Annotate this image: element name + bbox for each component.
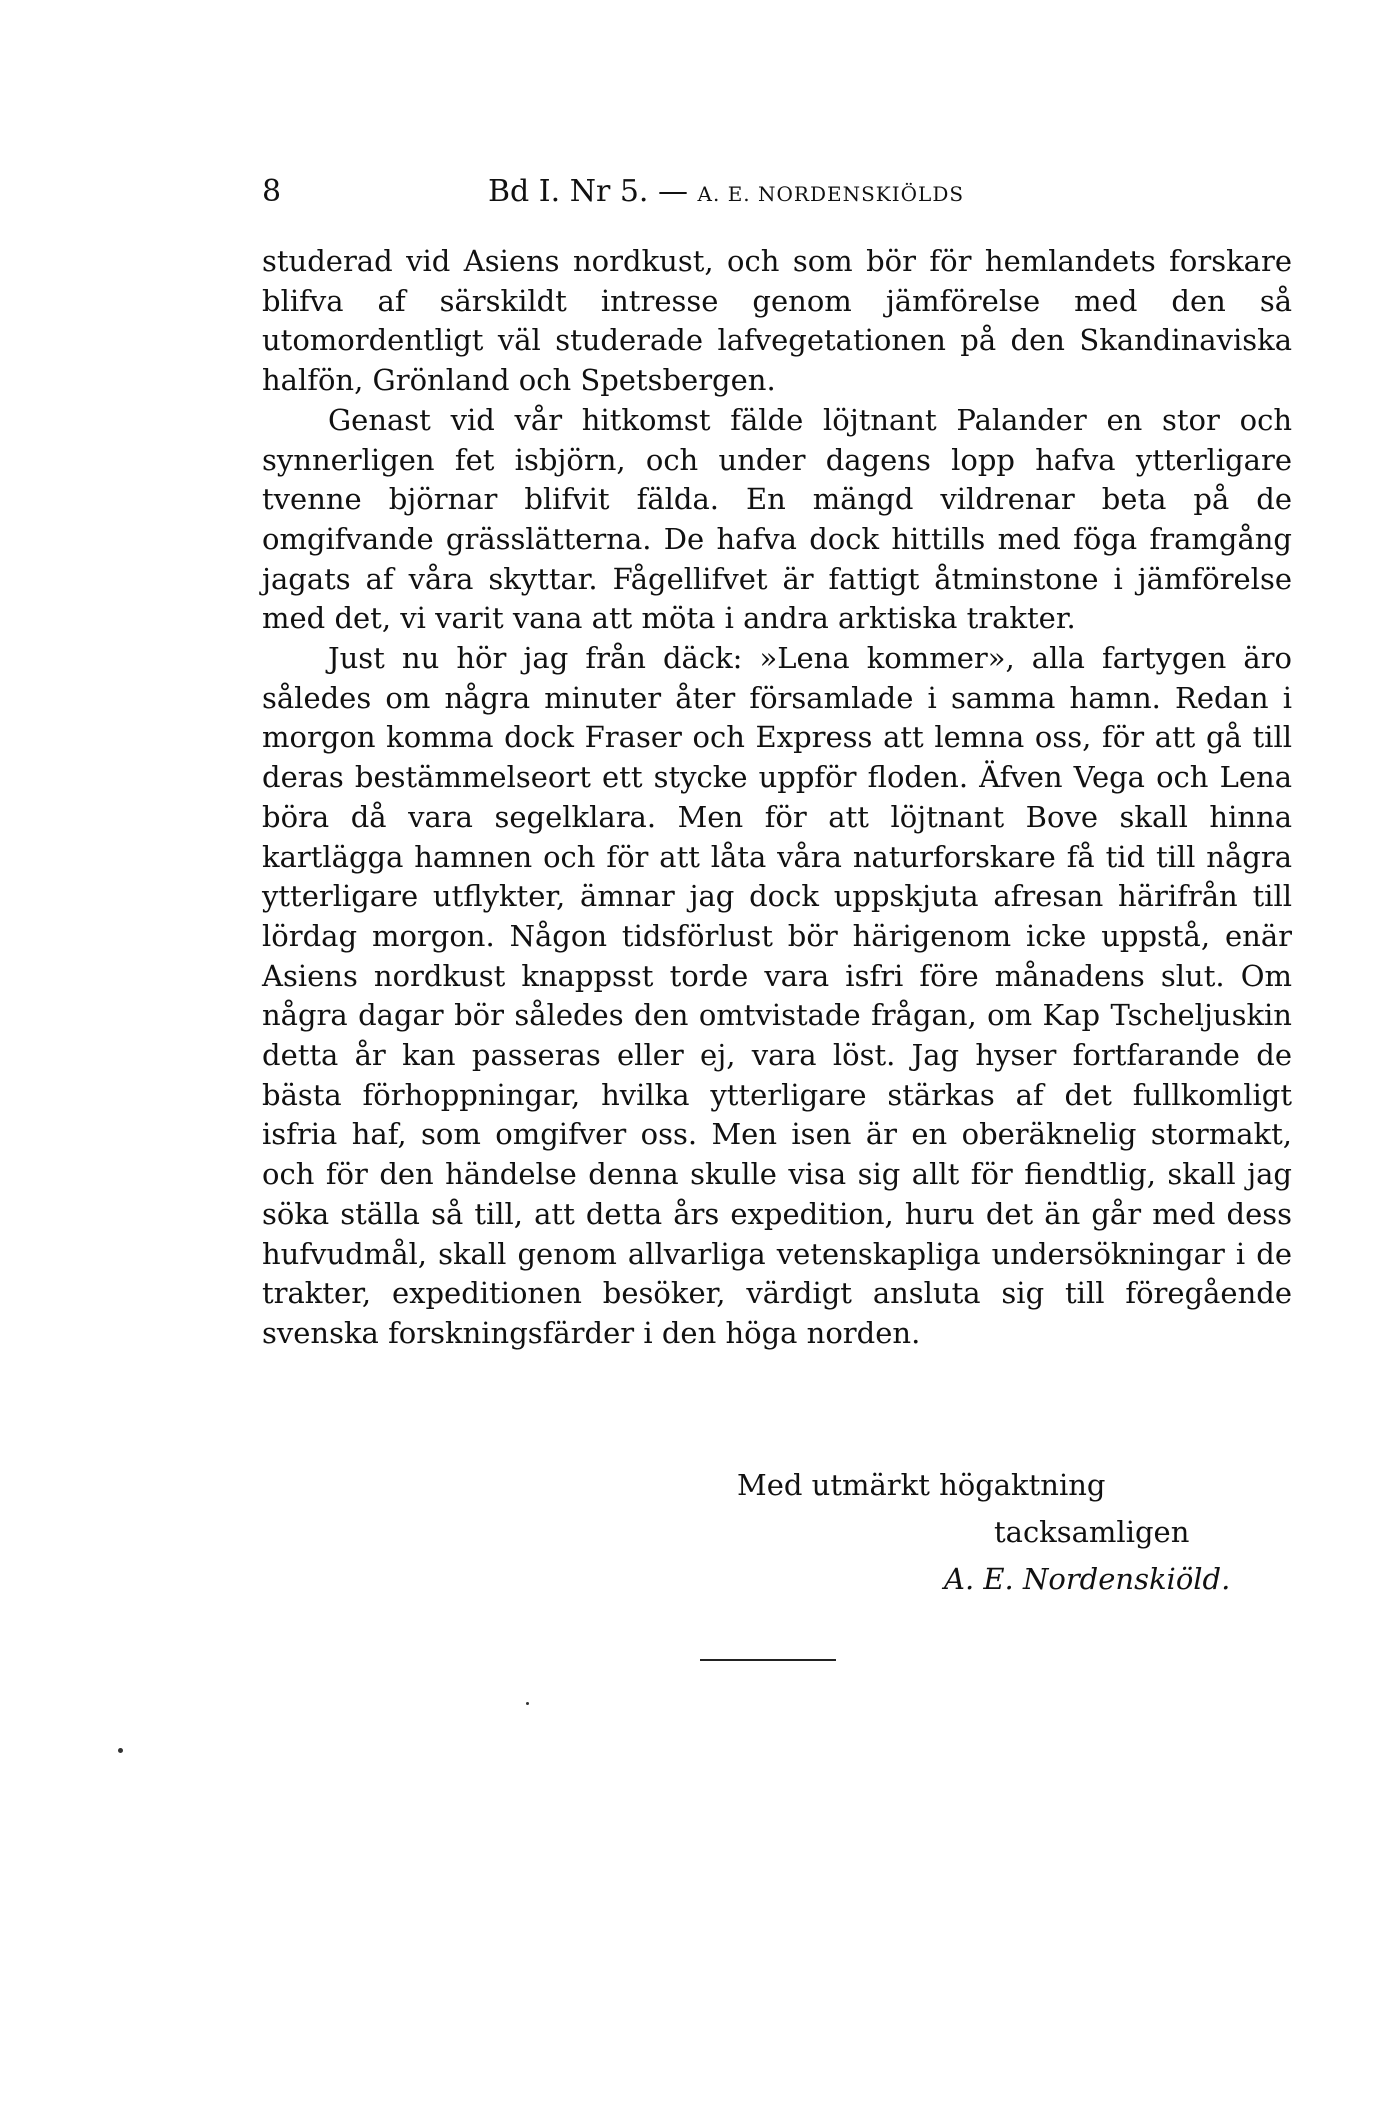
- ink-speck: [118, 1748, 123, 1753]
- closing-salutation: Med utmärkt högaktning: [737, 1468, 1106, 1502]
- letter-closing: [262, 1462, 1292, 1603]
- ink-speck: [526, 1702, 529, 1705]
- paragraph-1: studerad vid Asiens nordkust, och som bör för hemlandets forskare blifva af särskildt intresse genom jämförelse med den så utomordentligt väl studerade lafvegetationen på den Skandinaviska halfön, Grönland och Spetsbergen.: [262, 244, 1292, 398]
- body-text: [262, 242, 1292, 1354]
- closing-thanks: tacksamligen: [994, 1515, 1190, 1549]
- paragraph-2: Genast vid vår hitkomst fälde löjtnant Palander en stor och synnerligen fet isbjörn, och under dagens lopp hafva ytterligare tvenne björnar blifvit fälda. En mängd vildrenar beta på de omgifvande grässlätterna. De hafva dock hittills med föga framgång jagats af våra skyttar. Fågellifvet är fattigt åtminstone i jämförelse med det, vi varit vana att möta i andra arktiska trakter.: [262, 402, 1292, 636]
- page-header: [262, 174, 1052, 214]
- page-number: 8: [262, 174, 282, 209]
- end-rule: [700, 1659, 836, 1661]
- signature: A. E. Nordenskiöld.: [944, 1562, 1231, 1596]
- volume-number: Bd I. Nr 5. —: [488, 174, 688, 209]
- running-head: [488, 174, 964, 209]
- running-head-author: A. E. NORDENSKIÖLDS: [697, 182, 965, 206]
- paragraph-3: Just nu hör jag från däck: »Lena kommer», alla fartygen äro således om några minuter åter församlade i samma hamn. Redan i morgon komma dock Fraser och Express att lemna oss, för att gå till deras bestämmelseort ett stycke uppför floden. Äfven Vega och Lena böra då vara segelklara. Men för att löjtnant Bove skall hinna kartlägga hamnen och för att låta våra naturforskare få tid till några ytterligare utflykter, ämnar jag dock uppskjuta afresan härifrån till lördag morgon. Någon tidsförlust bör härigenom icke uppstå, enär Asiens nordkust knappsst torde vara isfri före månadens slut. Om några dagar bör således den omtvistade frågan, om Kap Tscheljuskin detta år kan passeras eller ej, vara löst. Jag hyser fortfarande de bästa förhoppningar, hvilka ytterligare stärkas af det fullkomligt isfria haf, som omgifver oss. Men isen är en oberäknelig stormakt, och för den händelse denna skulle visa sig allt för fiendtlig, skall jag söka ställa så till, att detta års expedition, huru det än går med dess hufvudmål, skall genom allvarliga vetenskapliga undersökningar i de trakter, expeditionen besöker, värdigt ansluta sig till föregående svenska forskningsfärder i den höga norden.: [262, 641, 1292, 1350]
